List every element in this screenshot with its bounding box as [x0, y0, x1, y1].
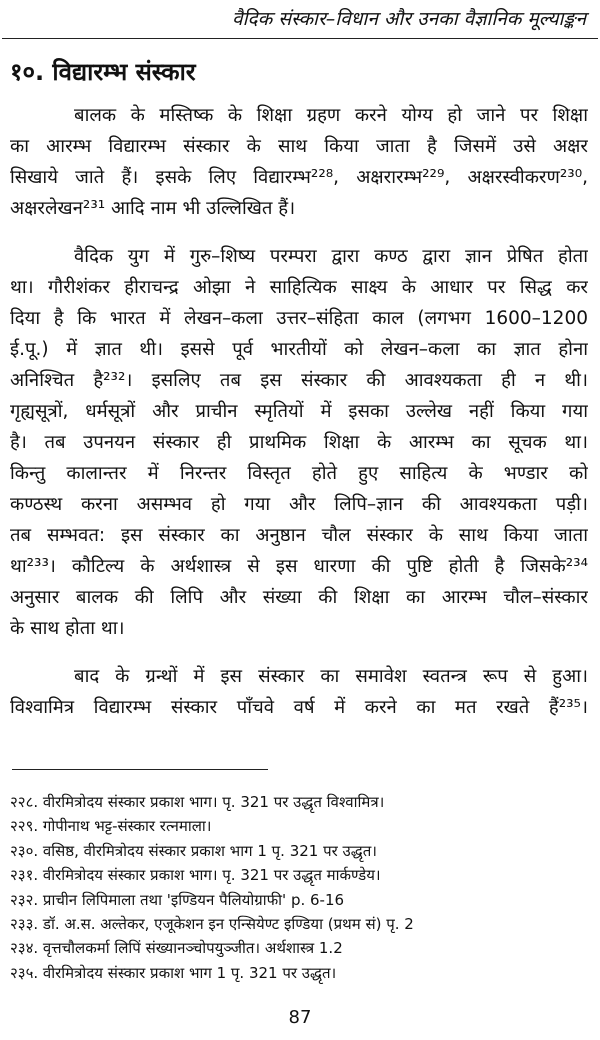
paragraph-line: अनुसार बालक की लिपि और संख्या की शिक्षा का आरम्भ चौल–संस्कार	[10, 587, 588, 608]
footnote-divider	[12, 769, 268, 770]
paragraph-line: का आरम्भ विद्यारम्भ संस्कार के साथ किया जाता है जिसमें उसे अक्षर	[10, 136, 588, 157]
paragraph-line: गृह्यसूत्रों, धर्मसूत्रों और प्राचीन स्मृतियों में इसका उल्लेख नहीं किया गया	[10, 401, 588, 422]
footnote: २३१. वीरमित्रोदय संस्कार प्रकाश भाग। पृ. 321 पर उद्धृत मार्कण्डेय।	[10, 866, 381, 885]
footnote: २३५. वीरमित्रोदय संस्कार प्रकाश भाग 1 पृ. 321 पर उद्धृत।	[10, 963, 337, 982]
paragraph-line: ई.पू.) में ज्ञात थी। इससे पूर्व भारतीयों को लेखन–कला का ज्ञात होना	[10, 339, 588, 360]
footnote: २३४. वृत्तचौलकर्मा लिपिं संख्यानञ्चोपयुञ्जीत। अर्थशास्त्र 1.2	[10, 939, 343, 958]
footnotes	[10, 790, 590, 985]
page-number: 87	[288, 1007, 312, 1028]
paragraph-line: के साथ होता था।	[10, 618, 125, 639]
footnote: २३२. प्राचीन लिपिमाला तथा 'इण्डियन पैलियोग्राफी' p. 6-16	[10, 890, 345, 909]
footnote: २३३. डॉ. अ.स. अल्तेकर, एजूकेशन इन एन्सियेण्ट इण्डिया (प्रथम सं) पृ. 2	[10, 914, 414, 933]
footnote: २२८. वीरमित्रोदय संस्कार प्रकाश भाग। पृ. 321 पर उद्धृत विश्वामित्र।	[10, 793, 385, 811]
paragraph-line: किन्तु कालान्तर में निरन्तर विस्तृत होते हुए साहित्य के भण्डार को	[10, 463, 588, 484]
paragraph-line: था²³³। कौटिल्य के अर्थशास्त्र से इस धारणा की पुष्टि होती है जिसके²³⁴	[10, 556, 588, 577]
paragraph-line: वैदिक युग में गुरु–शिष्य परम्परा द्वारा कण्ठ द्वारा ज्ञान प्रेषित होता	[74, 246, 588, 267]
section-heading: १०. विद्यारम्भ संस्कार	[10, 58, 196, 86]
paragraph-line: सिखाये जाते हैं। इसके लिए विद्यारम्भ²²⁸, अक्षरारम्भ²²⁹, अक्षरस्वीकरण²³⁰,	[10, 167, 588, 188]
paragraph-line: था। गौरीशंकर हीराचन्द्र ओझा ने साहित्यिक साक्ष्य के आधार पर सिद्ध कर	[10, 277, 588, 298]
paragraph-line: है। तब उपनयन संस्कार ही प्राथमिक शिक्षा के आरम्भ का सूचक था।	[10, 432, 588, 453]
paragraph-line: अक्षरलेखन²³¹ आदि नाम भी उल्लिखित हैं।	[10, 198, 296, 219]
paragraph-line: कण्ठस्थ करना असम्भव हो गया और लिपि–ज्ञान की आवश्यकता पड़ी।	[10, 494, 588, 515]
paragraph-line: बालक के मस्तिष्क के शिक्षा ग्रहण करने योग्य हो जाने पर शिक्षा	[74, 105, 588, 126]
header-divider	[2, 38, 598, 39]
running-header: वैदिक संस्कार–विधान और उनका वैज्ञानिक मूल्याङ्कन	[232, 8, 586, 30]
paragraph-line: बाद के ग्रन्थों में इस संस्कार का समावेश स्वतन्त्र रूप से हुआ।	[74, 666, 588, 687]
paragraph-line: दिया है कि भारत में लेखन–कला उत्तर–संहिता काल (लगभग 1600–1200	[10, 308, 588, 329]
footnote: २२९. गोपीनाथ भट्ट-संस्कार रत्नमाला।	[10, 817, 212, 836]
footnote: २३०. वसिष्ठ, वीरमित्रोदय संस्कार प्रकाश भाग 1 पृ. 321 पर उद्धृत।	[10, 841, 377, 860]
paragraph-line: तब सम्भवत: इस संस्कार का अनुष्ठान चौल संस्कार के साथ किया जाता	[10, 525, 588, 546]
body-text	[10, 100, 588, 723]
paragraph-line: विश्वामित्र विद्यारम्भ संस्कार पाँचवे वर्ष में करने का मत रखते हैं²³⁵।	[10, 697, 588, 718]
paragraph-line: अनिश्चित है²³²। इसलिए तब इस संस्कार की आवश्यकता ही न थी।	[10, 370, 588, 391]
